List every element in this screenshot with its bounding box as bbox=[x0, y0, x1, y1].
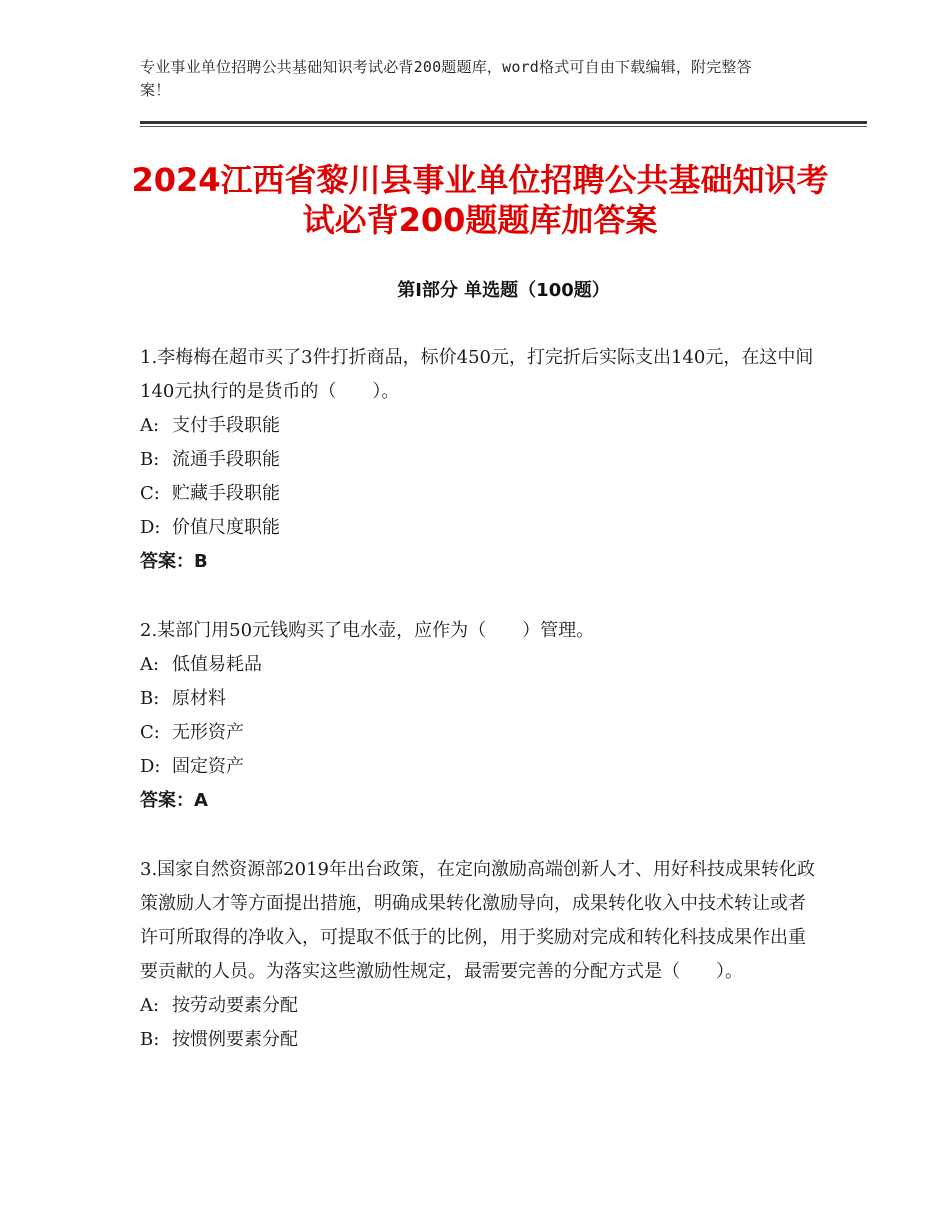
option-text: 流通手段职能 bbox=[172, 449, 280, 470]
document-title: 2024江西省黎川县事业单位招聘公共基础知识考试必背200题题库加答案 bbox=[131, 161, 829, 239]
option-a bbox=[140, 989, 820, 1023]
question-1 bbox=[140, 341, 820, 579]
option-label: B: bbox=[140, 1029, 160, 1050]
answer: 答案：B bbox=[140, 551, 208, 572]
option-a bbox=[140, 648, 820, 682]
option-text: 按劳动要素分配 bbox=[172, 995, 298, 1016]
question-3 bbox=[140, 853, 820, 1057]
question-stem: 1.李梅梅在超市买了3件打折商品，标价450元，打完折后实际支出140元，在这中间140元执行的是货币的（ ）。 bbox=[140, 347, 814, 402]
option-label: A: bbox=[140, 654, 160, 675]
option-b bbox=[140, 682, 820, 716]
option-b bbox=[140, 1023, 820, 1057]
option-d bbox=[140, 750, 820, 784]
option-text: 低值易耗品 bbox=[172, 654, 262, 675]
option-text: 按惯例要素分配 bbox=[172, 1029, 298, 1050]
option-text: 支付手段职能 bbox=[172, 415, 280, 436]
question-stem: 2.某部门用50元钱购买了电水壶，应作为（ ）管理。 bbox=[140, 620, 595, 641]
header-rule-thick bbox=[140, 121, 867, 124]
option-label: B: bbox=[140, 449, 160, 470]
option-label: C: bbox=[140, 722, 160, 743]
option-label: A: bbox=[140, 995, 160, 1016]
option-label: B: bbox=[140, 688, 160, 709]
option-label: C: bbox=[140, 483, 160, 504]
option-d bbox=[140, 511, 820, 545]
option-c bbox=[140, 477, 820, 511]
option-label: D: bbox=[140, 517, 161, 538]
option-b bbox=[140, 443, 820, 477]
option-label: D: bbox=[140, 756, 161, 777]
option-text: 原材料 bbox=[172, 688, 226, 709]
option-text: 无形资产 bbox=[172, 722, 244, 743]
option-c bbox=[140, 716, 820, 750]
question-list bbox=[140, 341, 820, 1092]
question-stem: 3.国家自然资源部2019年出台政策，在定向激励高端创新人才、用好科技成果转化政策激励人才等方面提出措施，明确成果转化激励导向，成果转化收入中技术转让或者许可所取得的净收入，可提取不低于的比例，用于奖励对完成和转化科技成果作出重要贡献的人员。为落实这些激励性规定，最需要完善的分配方式是（ ）。 bbox=[140, 859, 815, 982]
option-text: 固定资产 bbox=[172, 756, 244, 777]
section-title: 第Ⅰ部分 单选题（100题） bbox=[397, 280, 610, 301]
header-rule-thin bbox=[140, 126, 867, 127]
option-label: A: bbox=[140, 415, 160, 436]
option-text: 价值尺度职能 bbox=[172, 517, 280, 538]
header-note: 专业事业单位招聘公共基础知识考试必背200题题库，word格式可自由下载编辑，附完整答案！ bbox=[140, 58, 752, 99]
answer: 答案：A bbox=[140, 790, 208, 811]
option-text: 贮藏手段职能 bbox=[172, 483, 280, 504]
question-2 bbox=[140, 614, 820, 818]
option-a bbox=[140, 409, 820, 443]
